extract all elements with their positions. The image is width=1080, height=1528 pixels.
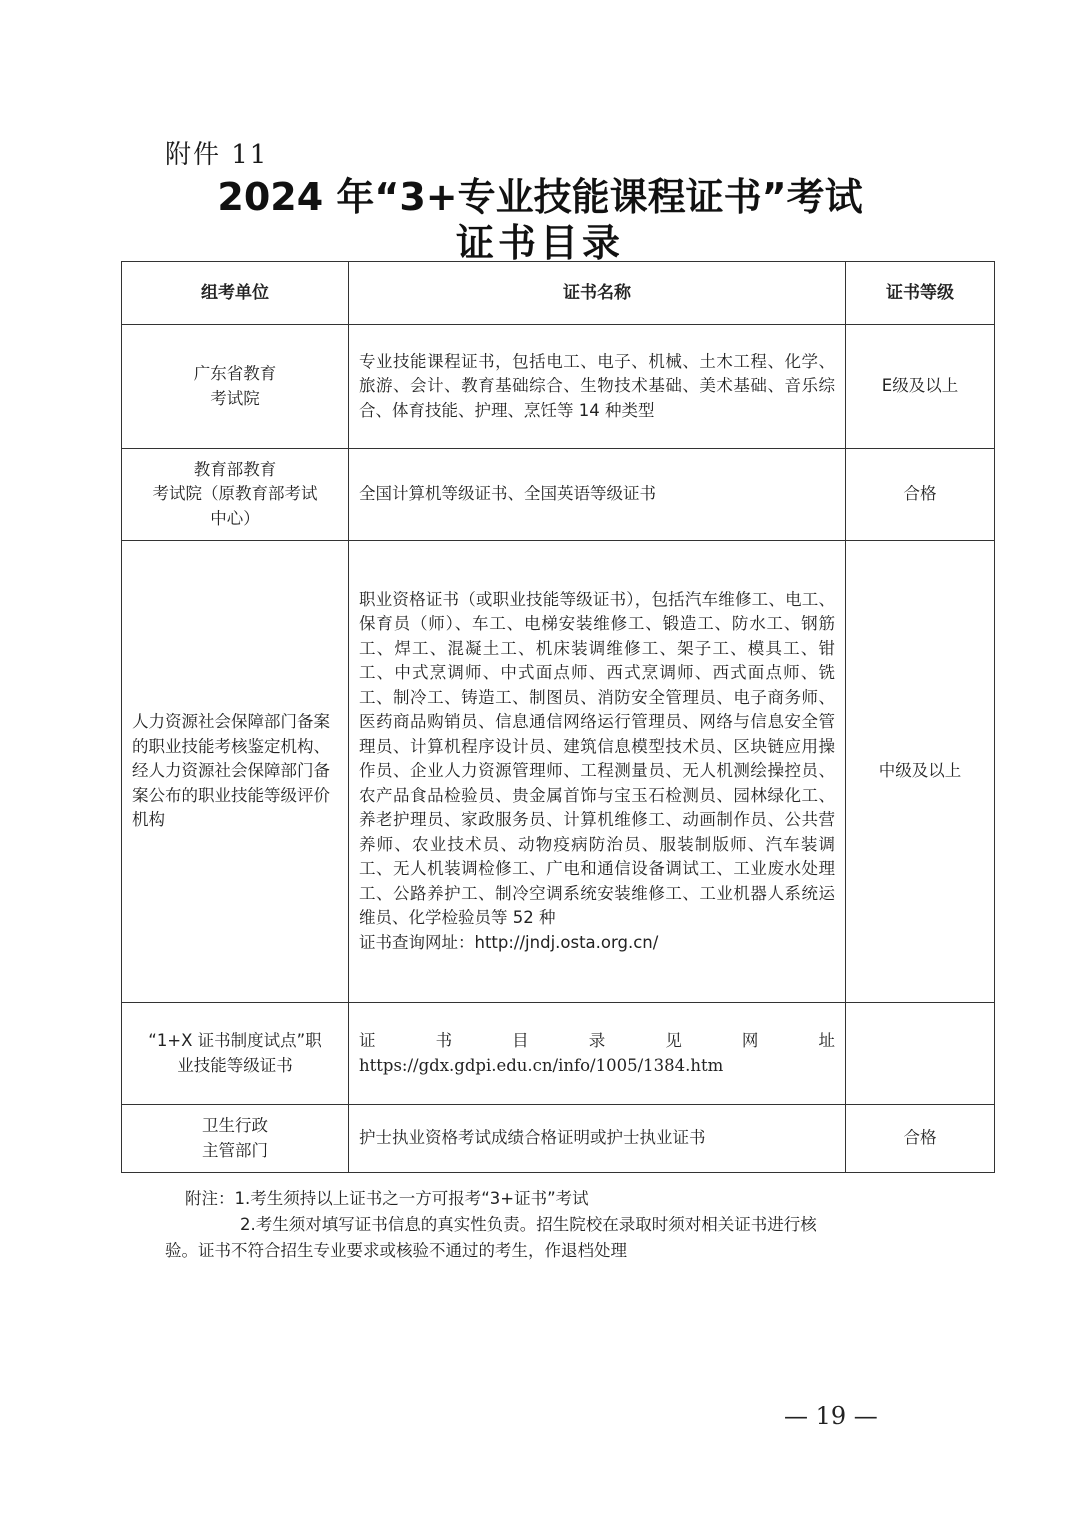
document-subtitle: 证书目录 [455,221,624,265]
query-url-text: 证书查询网址：http://jndj.osta.org.cn/ [359,932,659,952]
level-cell: E级及以上 [846,325,995,449]
table-row [122,325,995,449]
unit-cell: “1+X 证书制度试点”职 业技能等级证书 [122,1003,349,1105]
certificate-cell: 全国计算机等级证书、全国英语等级证书 [349,449,846,541]
word: 目 [512,1031,529,1050]
header-unit: 组考单位 [122,262,349,325]
level-cell: 合格 [846,1105,995,1173]
certificate-cell [349,1003,846,1105]
word: 址 [818,1031,835,1050]
unit-cell: 人力资源社会保障部门备案的职业技能考核鉴定机构、经人力资源社会保障部门备案公布的职业技能等级评价机构 [122,541,349,1003]
table-row [122,449,995,541]
table-header-row [122,262,995,325]
table-row [122,1105,995,1173]
notes-section [165,1186,935,1264]
certificate-cell [349,541,846,1003]
level-cell: 中级及以上 [846,541,995,1003]
word: 见 [665,1031,682,1050]
certificate-words [359,1029,835,1054]
document-title: 2024 年“3+专业技能课程证书”考试 [217,175,863,219]
header-certificate: 证书名称 [349,262,846,325]
unit-cell: 卫生行政 主管部门 [122,1105,349,1173]
certificate-url: https://gdx.gdpi.edu.cn/info/1005/1384.htm [359,1055,724,1075]
table-row [122,541,995,1003]
certificate-text: 职业资格证书（或职业技能等级证书），包括汽车维修工、电工、保育员（师）、车工、电梯安装维修工、锻造工、防水工、钢筋工、焊工、混凝土工、机床装调维修工、架子工、模具工、钳工、中式烹调师、中式面点师、西式烹调师、西式面点师、铣工、制冷工、铸造工、制图员、消防安全管理员、电子商务师、医药商品购销员、信息通信网络运行管理员、网络与信息安全管理员、计算机程序设计员、建筑信息模型技术员、区块链应用操作员、企业人力资源管理师、工程测量员、无人机测绘操控员、农产品食品检验员、贵金属首饰与宝玉石检测员、园林绿化工、养老护理员、家政服务员、计算机维修工、动画制作员、公共营养师、农业技术员、动物疫病防治员、服装制版师、汽车装调工、无人机装调检修工、广电和通信设备调试工、工业废水处理工、公路养护工、制冷空调系统安装维修工、工业机器人系统运维员、化学检验员等 52 种 [359,589,835,928]
note-2-line-1: 2.考生须对填写证书信息的真实性负责。招生院校在录取时须对相关证书进行核 [240,1215,817,1234]
certificate-table [121,261,995,1173]
page-number: — 19 — [784,1402,878,1430]
header-level: 证书等级 [846,262,995,325]
note-2-line-2: 验。证书不符合招生专业要求或核验不通过的考生，作退档处理 [165,1241,627,1260]
note-1: 附注：1.考生须持以上证书之一方可报考“3+证书”考试 [185,1189,589,1208]
level-cell: 合格 [846,449,995,541]
certificate-cell: 专业技能课程证书，包括电工、电子、机械、土木工程、化学、旅游、会计、教育基础综合、生物技术基础、美术基础、音乐综合、体育技能、护理、烹饪等 14 种类型 [349,325,846,449]
unit-cell: 教育部教育 考试院（原教育部考试 中心） [122,449,349,541]
word: 证 [359,1031,376,1050]
table-row [122,1003,995,1105]
word: 录 [588,1031,606,1050]
unit-cell: 广东省教育 考试院 [122,325,349,449]
level-cell [846,1003,995,1105]
attachment-label: 附件 11 [165,140,269,170]
word: 书 [435,1031,453,1050]
certificate-cell: 护士执业资格考试成绩合格证明或护士执业证书 [349,1105,846,1173]
word: 网 [741,1031,759,1050]
